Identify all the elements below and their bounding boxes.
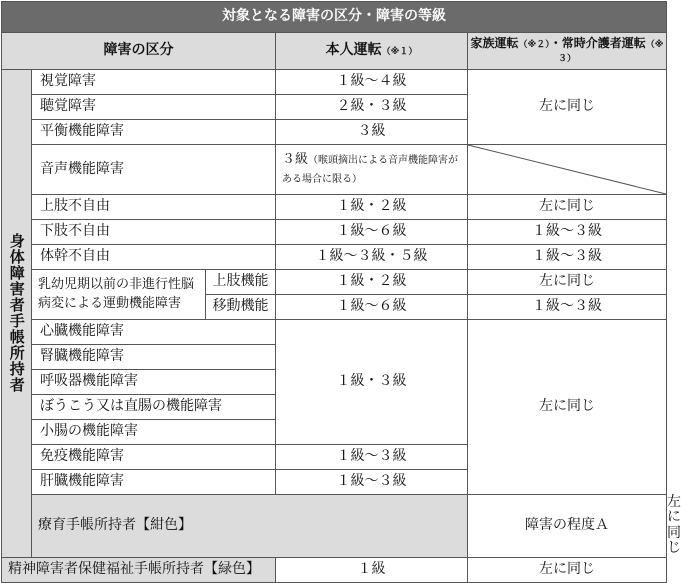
table-row [2, 270, 667, 295]
table-row [2, 195, 667, 220]
physical-group-cell [2, 70, 32, 558]
table-row [2, 220, 667, 245]
physical-group-label: 身体障害者手帳所持者 [7, 233, 26, 394]
row-self-grade: １級～６級 [276, 295, 468, 320]
row-self-note: （喉頭摘出による音声機能障害がある場合に限る） [282, 154, 459, 185]
table-row [2, 557, 667, 582]
row-subcategory: 移動機能 [206, 295, 276, 320]
table-row: 療育手帳所持者【紺色】 障害の程度Ａ 左に同じ [2, 495, 667, 558]
header-self-label: 本人運転 [325, 42, 382, 59]
row-name: 聴覚障害 [32, 95, 276, 120]
row-self-grade: １級～６級 [276, 220, 468, 245]
header-category: 障害の区分 [2, 33, 276, 70]
row-subcategory: 上肢機能 [206, 270, 276, 295]
row-self-grade: １級 [276, 557, 468, 582]
row-self-grade [276, 145, 468, 195]
row-self-grade: ２級・３級 [276, 95, 468, 120]
row-name: 上肢不自由 [32, 195, 276, 220]
header-family-label1: 家族運転 [470, 36, 519, 51]
row-category: 精神障害者保健福祉手帳所持者【緑色】 [2, 557, 276, 582]
row-family-grade: １級～３級 [468, 295, 667, 320]
row-self-grade: １級・３級 [276, 320, 468, 445]
row-self-grade: １級・２級 [276, 195, 468, 220]
header-self-driving [276, 33, 468, 70]
row-family-grade: 左に同じ [468, 70, 667, 145]
row-self-grade: １級～４級 [276, 70, 468, 95]
row-family-grade: 左に同じ [468, 320, 667, 495]
header-family-note2: （※３） [557, 40, 664, 64]
row-family-grade: 左に同じ [468, 557, 667, 582]
table-row [2, 320, 667, 345]
header-family-sep: ・ [549, 36, 562, 51]
table-row [2, 145, 667, 195]
row-self-grade: １級・２級 [276, 270, 468, 295]
row-name: 呼吸器機能障害 [32, 370, 276, 395]
header-family-label2: 常時介護者運転 [561, 36, 646, 51]
table-title: 対象となる障害の区分・障害の等級 [2, 2, 667, 33]
row-name: 視覚障害 [32, 70, 276, 95]
row-family-grade: １級～３級 [468, 245, 667, 270]
row-family-grade: １級～３級 [468, 220, 667, 245]
not-applicable-cell [468, 145, 667, 195]
header-self-note: （※１） [381, 47, 418, 58]
diagonal-line [468, 145, 666, 194]
row-self-grade: １級～３級 [276, 445, 468, 470]
row-self-grade: ３級 [276, 120, 468, 145]
row-name: 腎臓機能障害 [32, 345, 276, 370]
row-self-main: ３級 [282, 151, 309, 167]
row-name: 下肢不自由 [32, 220, 276, 245]
disability-table [1, 1, 681, 583]
row-name: 免疫機能障害 [32, 445, 276, 470]
header-family-note1: （※２） [518, 40, 550, 51]
row-name: 心臓機能障害 [32, 320, 276, 345]
table-row [2, 70, 667, 95]
row-name: 乳幼児期以前の非進行性脳病変による運動機能障害 [32, 270, 206, 320]
table-row [2, 245, 667, 270]
row-category: 療育手帳所持者【紺色】 [32, 495, 468, 558]
row-name: 肝臓機能障害 [32, 470, 276, 495]
row-family-grade: 左に同じ [468, 270, 667, 295]
header-family-driving [468, 33, 667, 70]
row-name: 音声機能障害 [32, 145, 276, 195]
row-family-grade: 左に同じ [468, 195, 667, 220]
row-name: 小腸の機能障害 [32, 420, 276, 445]
row-name: ぼうこう又は直腸の機能障害 [32, 395, 276, 420]
row-name: 体幹不自由 [32, 245, 276, 270]
row-self-grade: １級～３級・５級 [276, 245, 468, 270]
row-self-grade: １級～３級 [276, 470, 468, 495]
row-self-grade: 障害の程度Ａ [468, 495, 667, 558]
row-name: 平衡機能障害 [32, 120, 276, 145]
